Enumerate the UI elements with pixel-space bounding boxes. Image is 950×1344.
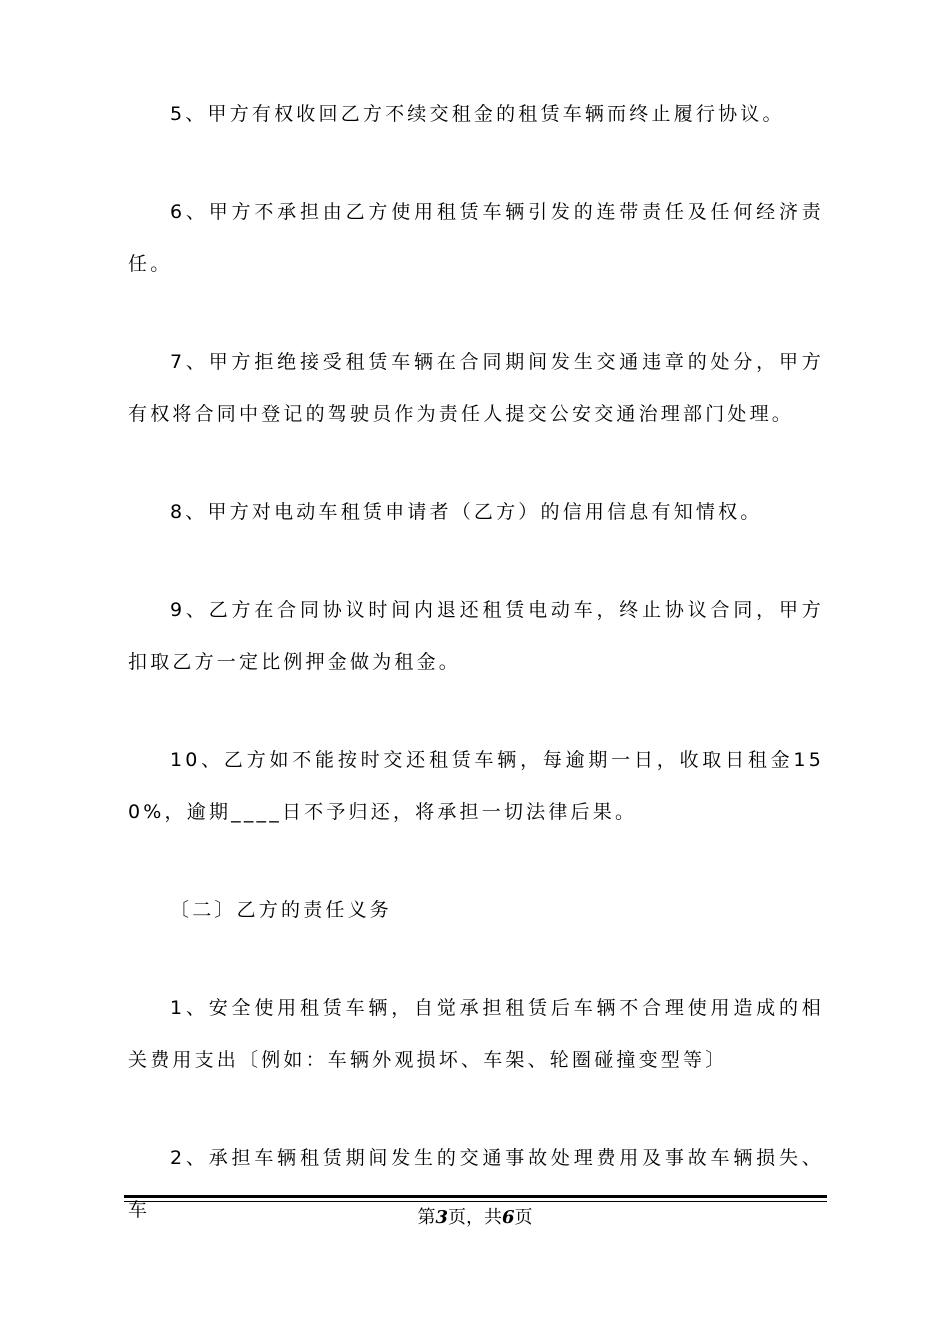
current-page-number: 3 <box>435 1207 448 1228</box>
clause-6: 6、甲方不承担由乙方使用租赁车辆引发的连带责任及任何经济责任。 <box>128 201 824 275</box>
page-number-footer <box>0 1205 950 1231</box>
clause-5: 5、甲方有权收回乙方不续交租金的租赁车辆而终止履行协议。 <box>170 103 785 125</box>
footer-suffix: 页 <box>514 1207 533 1228</box>
clause-10: 10、乙方如不能按时交还租赁车辆，每逾期一日，收取日租金150%，逾期____日不予归还，将承担一切法律后果。 <box>128 749 824 823</box>
total-page-number: 6 <box>502 1207 515 1228</box>
document-body <box>128 88 824 1236</box>
party-b-clause-1: 1、安全使用租赁车辆，自觉承担租赁后车辆不合理使用造成的相关费用支出〔例如：车辆外观损坏、车架、轮圈碰撞变型等〕 <box>128 997 824 1071</box>
clause-8: 8、甲方对电动车租赁申请者（乙方）的信用信息有知情权。 <box>170 501 763 523</box>
section-heading-party-b: 〔二〕乙方的责任义务 <box>170 899 393 921</box>
clause-7: 7、甲方拒绝接受租赁车辆在合同期间发生交通违章的处分，甲方有权将合同中登记的驾驶员作为责任人提交公安交通治理部门处理。 <box>128 351 824 425</box>
clause-9: 9、乙方在合同协议时间内退还租赁电动车，终止协议合同，甲方扣取乙方一定比例押金做为租金。 <box>128 599 824 673</box>
footer-middle: 页，共 <box>448 1207 502 1228</box>
footer-divider <box>124 1195 827 1198</box>
footer-divider-thin <box>124 1201 827 1202</box>
party-b-clause-2: 2、承担车辆租赁期间发生的交通事故处理费用及事故车辆损失、车 <box>128 1147 824 1221</box>
footer-prefix: 第 <box>417 1207 436 1228</box>
